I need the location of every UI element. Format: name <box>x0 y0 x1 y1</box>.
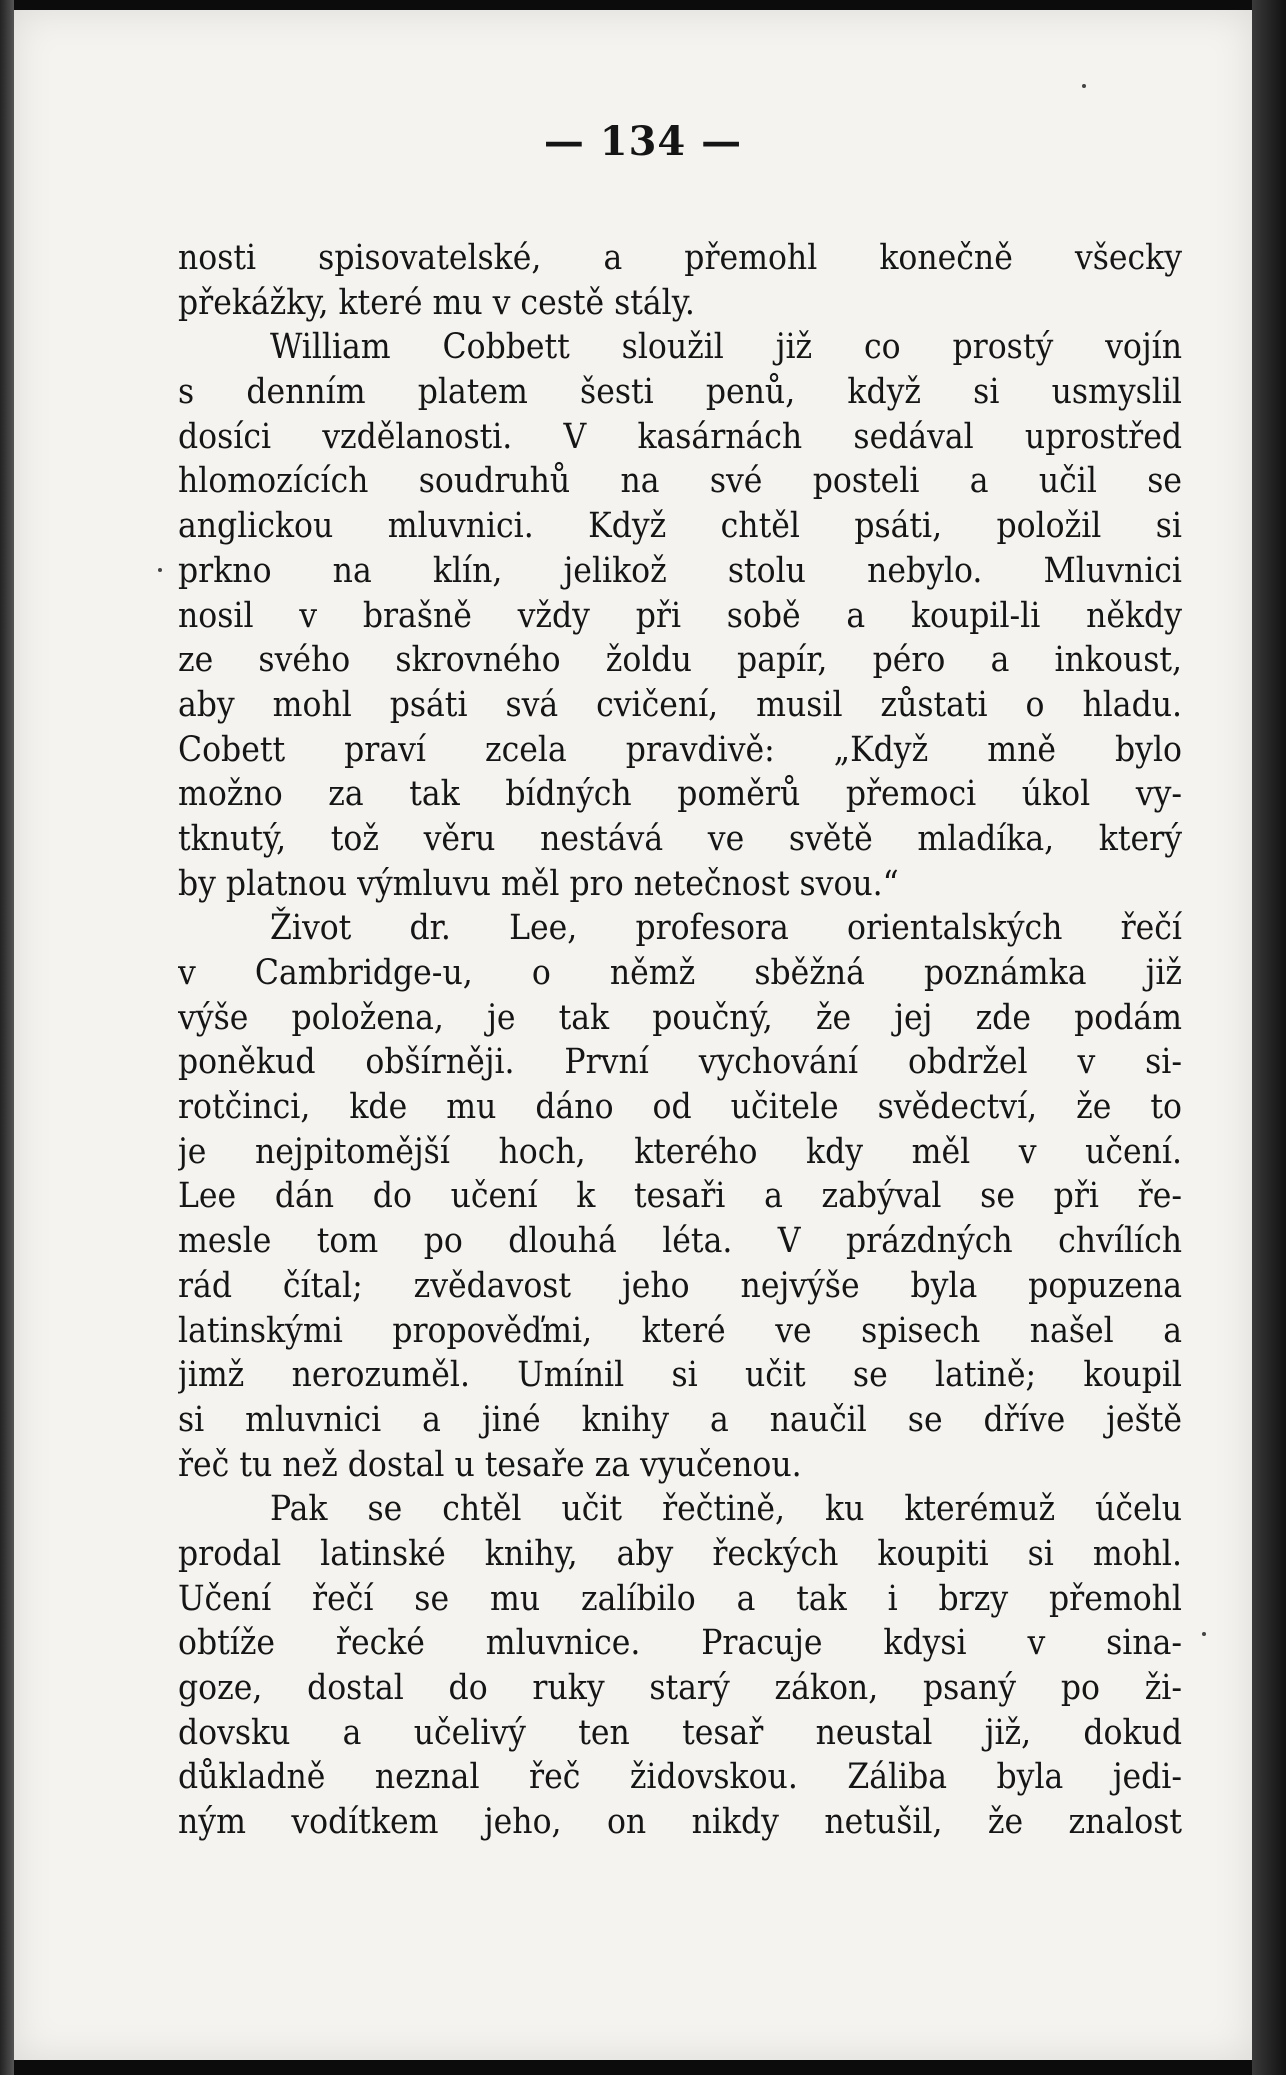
text-line: prodal latinské knihy, aby řeckých koupiti si mohl. <box>178 1533 1182 1574</box>
text-line: William Cobbett sloužil již co prostý vojín <box>270 327 1182 368</box>
text-line: v Cambridge-u, o němž sběžná poznámka již <box>178 953 1182 993</box>
text-line: ným vodítkem jeho, on nikdy netušil, že znalost <box>178 1802 1182 1843</box>
text-line: prkno na klín, jelikož stolu nebylo. Mluvnici <box>178 550 1182 591</box>
text-line: Lee dán do učení k tesaři a zabýval se při ře- <box>178 1176 1182 1217</box>
text-line: goze, dostal do ruky starý zákon, psaný po ži- <box>178 1668 1182 1708</box>
text-line: latinskými propověďmi, které ve spisech našel a <box>178 1310 1182 1351</box>
text-line: dosíci vzdělanosti. V kasárnách sedával uprostřed <box>178 416 1182 457</box>
paper-speck <box>1082 84 1086 88</box>
text-line: důkladně neznal řeč židovskou. Záliba byla jedi- <box>178 1757 1182 1798</box>
text-line: aby mohl psáti svá cvičení, musil zůstati o hladu. <box>178 684 1182 725</box>
page-edge-shadow <box>1252 0 1286 2075</box>
text-line: Cobett praví zcela pravdivě: „Když mně bylo <box>178 729 1182 770</box>
body-text <box>178 236 1182 1845</box>
paper-speck <box>1202 1632 1206 1636</box>
text-line: by platnou výmluvu měl pro netečnost svou.“ <box>178 863 899 904</box>
text-line: překážky, které mu v cestě stály. <box>178 282 695 323</box>
text-line: nosil v brašně vždy při sobě a koupil-li někdy <box>178 595 1182 636</box>
text-line: obtíže řecké mluvnice. Pracuje kdysi v sina- <box>178 1623 1182 1664</box>
text-line: Pak se chtěl učit řečtině, ku kterémuž účelu <box>270 1489 1182 1530</box>
text-line: mesle tom po dlouhá léta. V prázdných chvílích <box>178 1221 1182 1262</box>
text-line: hlomozících soudruhů na své posteli a učil se <box>178 461 1182 502</box>
text-line: poněkud obšírněji. První vychování obdržel v si- <box>178 1042 1182 1083</box>
text-line: rád čítal; zvědavost jeho nejvýše byla popuzena <box>178 1265 1182 1306</box>
text-line: řeč tu než dostal u tesaře za vyučenou. <box>178 1444 802 1485</box>
text-line: ze svého skrovného žoldu papír, péro a inkoust, <box>178 640 1182 681</box>
text-line: rotčinci, kde mu dáno od učitele svědectví, že to <box>178 1087 1182 1128</box>
page-number: — 134 — <box>543 118 743 165</box>
binding-edge <box>0 0 14 2075</box>
text-line: Život dr. Lee, profesora orientalských řečí <box>270 908 1182 949</box>
text-line: si mluvnici a jiné knihy a naučil se dříve ještě <box>178 1399 1182 1440</box>
text-line: jimž nerozuměl. Umínil si učit se latině; koupil <box>178 1355 1182 1396</box>
text-line: dovsku a učelivý ten tesař neustal již, dokud <box>178 1712 1182 1753</box>
text-line: s denním platem šesti penů, když si usmyslil <box>178 372 1182 413</box>
text-line: tknutý, tož věru nestává ve světě mladíka, který <box>178 818 1182 859</box>
text-line: Učení řečí se mu zalíbilo a tak i brzy přemohl <box>178 1578 1182 1619</box>
text-line: možno za tak bídných poměrů přemoci úkol vy- <box>178 774 1182 815</box>
text-line: nosti spisovatelské, a přemohl konečně všecky <box>178 238 1182 278</box>
text-line: výše položena, je tak poučný, že jej zde podám <box>178 997 1182 1038</box>
text-line: je nejpitomější hoch, kterého kdy měl v učení. <box>178 1131 1182 1172</box>
paper-speck <box>158 568 162 572</box>
text-line: anglickou mluvnici. Když chtěl psáti, položil si <box>178 506 1182 547</box>
